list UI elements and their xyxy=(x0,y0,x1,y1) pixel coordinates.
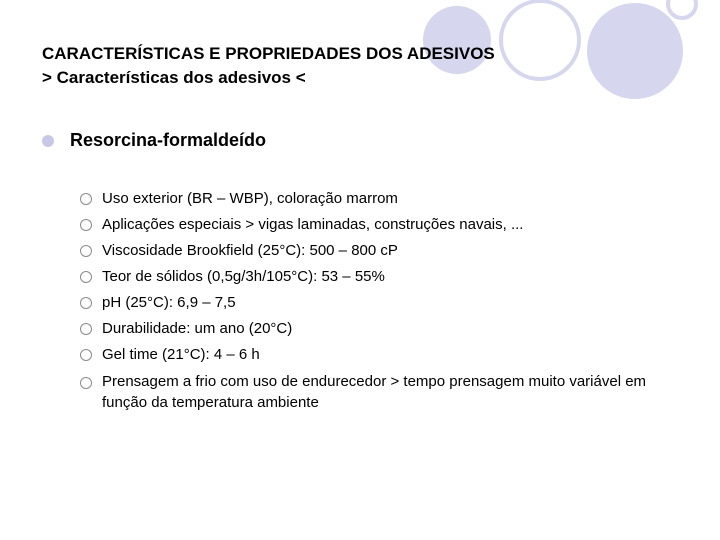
main-bullet xyxy=(42,130,266,151)
ring-bullet-icon xyxy=(80,193,92,205)
title-line-1: CARACTERÍSTICAS E PROPRIEDADES DOS ADESIVOS xyxy=(42,44,495,63)
list-item: Durabilidade: um ano (20°C) xyxy=(80,316,662,342)
ring-bullet-icon xyxy=(80,349,92,361)
list-item: Gel time (21°C): 4 – 6 h xyxy=(80,342,662,368)
list-item: Uso exterior (BR – WBP), coloração marrom xyxy=(80,186,662,212)
list-item: Teor de sólidos (0,5g/3h/105°C): 53 – 55% xyxy=(80,264,662,290)
deco-circle xyxy=(587,3,683,99)
page-title xyxy=(42,42,495,90)
ring-bullet-icon xyxy=(80,219,92,231)
ring-bullet-icon xyxy=(80,271,92,283)
title-line-2: > Características dos adesivos < xyxy=(42,68,306,87)
ring-bullet-icon xyxy=(80,377,92,389)
ring-bullet-icon xyxy=(80,245,92,257)
list-item: pH (25°C): 6,9 – 7,5 xyxy=(80,290,662,316)
bullet-dot-icon xyxy=(42,135,54,147)
ring-bullet-icon xyxy=(80,323,92,335)
deco-circle xyxy=(501,1,579,79)
list-item: Prensagem a frio com uso de endurecedor > tempo prensagem muito variável em função da temperatura ambiente xyxy=(80,368,662,413)
ring-bullet-icon xyxy=(80,297,92,309)
list-item: Viscosidade Brookfield (25°C): 500 – 800 cP xyxy=(80,238,662,264)
deco-circle xyxy=(668,0,696,18)
main-bullet-label: Resorcina-formaldeído xyxy=(70,130,267,150)
list-item: Aplicações especiais > vigas laminadas, construções navais, ... xyxy=(80,212,662,238)
properties-list xyxy=(80,186,662,413)
